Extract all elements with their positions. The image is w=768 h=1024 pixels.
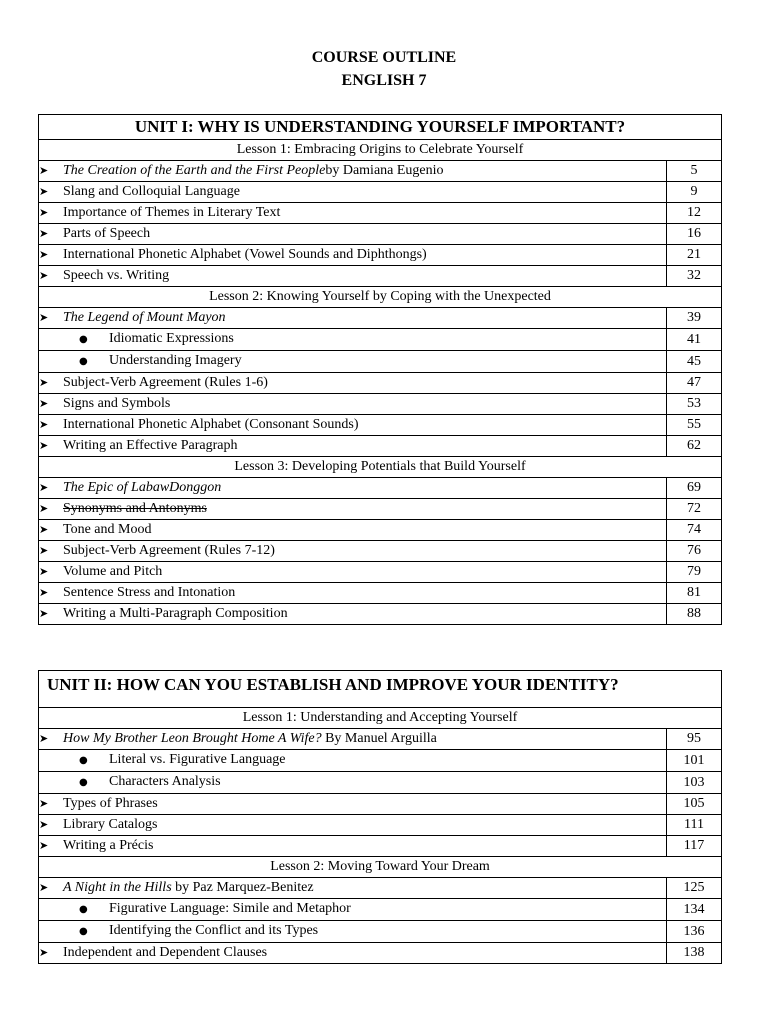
unit-1-lesson-3-heading: Lesson 3: Developing Potentials that Build Yourself xyxy=(39,457,722,478)
arrow-bullet-icon: ➤ xyxy=(39,185,49,198)
item-text: Independent and Dependent Clauses xyxy=(63,945,268,960)
arrow-bullet-icon: ➤ xyxy=(39,439,49,452)
item-text: Library Catalogs xyxy=(63,817,158,832)
item-text: Understanding Imagery xyxy=(109,353,242,368)
unit-1-lesson-1-heading: Lesson 1: Embracing Origins to Celebrate Yourself xyxy=(39,140,722,161)
page-number: 16 xyxy=(667,224,722,245)
page-number: 138 xyxy=(667,943,722,964)
item-text-struck: Synonyms and Antonyms xyxy=(63,501,207,516)
item-title: The Epic of LabawDonggon xyxy=(63,480,222,495)
arrow-bullet-icon: ➤ xyxy=(39,397,49,410)
item-text: Writing a Multi-Paragraph Composition xyxy=(63,606,288,621)
item-text: Slang and Colloquial Language xyxy=(63,184,240,199)
dot-bullet-icon: ● xyxy=(79,904,88,915)
table-row xyxy=(39,478,722,499)
arrow-bullet-icon: ➤ xyxy=(39,376,49,389)
arrow-bullet-icon: ➤ xyxy=(39,523,49,536)
item-title: The Legend of Mount Mayon xyxy=(63,310,226,325)
item-text: Literal vs. Figurative Language xyxy=(109,752,286,767)
page-number: 39 xyxy=(667,308,722,329)
arrow-bullet-icon: ➤ xyxy=(39,797,49,810)
table-row xyxy=(39,499,722,520)
page-number: 55 xyxy=(667,415,722,436)
arrow-bullet-icon: ➤ xyxy=(39,946,49,959)
page-number: 134 xyxy=(667,899,722,921)
item-author: by Damiana Eugenio xyxy=(325,163,444,178)
item-title: How My Brother Leon Brought Home A Wife? xyxy=(63,731,322,746)
table-row xyxy=(39,351,722,373)
table-row xyxy=(39,541,722,562)
page-number: 53 xyxy=(667,394,722,415)
arrow-bullet-icon: ➤ xyxy=(39,586,49,599)
arrow-bullet-icon: ➤ xyxy=(39,565,49,578)
item-text: Speech vs. Writing xyxy=(63,268,170,283)
item-text: International Phonetic Alphabet (Vowel Sounds and Diphthongs) xyxy=(63,247,427,262)
table-row xyxy=(39,266,722,287)
page-number: 81 xyxy=(667,583,722,604)
page-number: 12 xyxy=(667,203,722,224)
arrow-bullet-icon: ➤ xyxy=(39,881,49,894)
document-title: COURSE OUTLINE xyxy=(311,49,457,66)
table-row xyxy=(39,161,722,182)
dot-bullet-icon: ● xyxy=(79,356,88,367)
arrow-bullet-icon: ➤ xyxy=(39,481,49,494)
table-row xyxy=(39,520,722,541)
table-row xyxy=(39,899,722,921)
unit-1-lesson-2-heading: Lesson 2: Knowing Yourself by Coping with the Unexpected xyxy=(39,287,722,308)
item-text: Figurative Language: Simile and Metaphor xyxy=(109,901,351,916)
item-title: The Creation of the Earth and the First People xyxy=(63,163,326,178)
table-row xyxy=(39,415,722,436)
item-text: Types of Phrases xyxy=(63,796,158,811)
page-number: 76 xyxy=(667,541,722,562)
page-number: 88 xyxy=(667,604,722,625)
table-row xyxy=(39,373,722,394)
dot-bullet-icon: ● xyxy=(79,777,88,788)
table-row xyxy=(39,943,722,964)
page-number: 136 xyxy=(667,921,722,943)
table-row xyxy=(39,436,722,457)
item-text: Importance of Themes in Literary Text xyxy=(63,205,281,220)
arrow-bullet-icon: ➤ xyxy=(39,227,49,240)
table-row xyxy=(39,394,722,415)
table-row xyxy=(39,815,722,836)
table-row xyxy=(39,794,722,815)
table-row xyxy=(39,245,722,266)
arrow-bullet-icon: ➤ xyxy=(39,248,49,261)
item-text: Subject-Verb Agreement (Rules 7-12) xyxy=(63,543,275,558)
table-row xyxy=(39,729,722,750)
page-number: 5 xyxy=(667,161,722,182)
document-subtitle: ENGLISH 7 xyxy=(341,72,427,89)
item-text: Writing a Précis xyxy=(63,838,154,853)
table-row xyxy=(39,224,722,245)
page-number: 117 xyxy=(667,836,722,857)
page-number: 62 xyxy=(667,436,722,457)
table-row xyxy=(39,772,722,794)
table-row xyxy=(39,878,722,899)
table-row xyxy=(39,750,722,772)
item-author: By Manuel Arguilla xyxy=(321,731,437,746)
table-row xyxy=(39,604,722,625)
arrow-bullet-icon: ➤ xyxy=(39,311,49,324)
page-number: 95 xyxy=(667,729,722,750)
table-row xyxy=(39,329,722,351)
page-number: 9 xyxy=(667,182,722,203)
page-number: 72 xyxy=(667,499,722,520)
arrow-bullet-icon: ➤ xyxy=(39,732,49,745)
item-text: Idiomatic Expressions xyxy=(109,331,234,346)
unit-1-heading: UNIT I: WHY IS UNDERSTANDING YOURSELF IMPORTANT? xyxy=(39,115,722,140)
item-text: Writing an Effective Paragraph xyxy=(63,438,238,453)
arrow-bullet-icon: ➤ xyxy=(39,839,49,852)
page-number: 69 xyxy=(667,478,722,499)
dot-bullet-icon: ● xyxy=(79,926,88,937)
table-row xyxy=(39,203,722,224)
item-author: by Paz Marquez-Benitez xyxy=(171,880,314,895)
table-row xyxy=(39,583,722,604)
item-text: Identifying the Conflict and its Types xyxy=(109,923,319,938)
item-text: Parts of Speech xyxy=(63,226,151,241)
page-number: 32 xyxy=(667,266,722,287)
unit-2-lesson-2-heading: Lesson 2: Moving Toward Your Dream xyxy=(39,857,722,878)
page-number: 74 xyxy=(667,520,722,541)
page-number: 105 xyxy=(667,794,722,815)
page-number: 101 xyxy=(667,750,722,772)
arrow-bullet-icon: ➤ xyxy=(39,418,49,431)
page-number: 125 xyxy=(667,878,722,899)
table-row xyxy=(39,836,722,857)
item-text: Volume and Pitch xyxy=(63,564,163,579)
unit-2-table xyxy=(38,670,722,964)
item-text: Subject-Verb Agreement (Rules 1-6) xyxy=(63,375,268,390)
item-text: Characters Analysis xyxy=(109,774,221,789)
arrow-bullet-icon: ➤ xyxy=(39,818,49,831)
dot-bullet-icon: ● xyxy=(79,755,88,766)
item-text: Tone and Mood xyxy=(63,522,152,537)
unit-1-table xyxy=(38,114,722,625)
table-row xyxy=(39,182,722,203)
item-text: International Phonetic Alphabet (Consonant Sounds) xyxy=(63,417,359,432)
item-text: Sentence Stress and Intonation xyxy=(63,585,236,600)
arrow-bullet-icon: ➤ xyxy=(39,607,49,620)
arrow-bullet-icon: ➤ xyxy=(39,206,49,219)
arrow-bullet-icon: ➤ xyxy=(39,544,49,557)
table-row xyxy=(39,308,722,329)
table-row xyxy=(39,921,722,943)
unit-2-lesson-1-heading: Lesson 1: Understanding and Accepting Yourself xyxy=(39,708,722,729)
page-number: 21 xyxy=(667,245,722,266)
page-number: 45 xyxy=(667,351,722,373)
item-text: Signs and Symbols xyxy=(63,396,171,411)
unit-2-heading: UNIT II: HOW CAN YOU ESTABLISH AND IMPROVE YOUR IDENTITY? xyxy=(39,671,722,708)
page-number: 79 xyxy=(667,562,722,583)
page-number: 47 xyxy=(667,373,722,394)
page-number: 41 xyxy=(667,329,722,351)
arrow-bullet-icon: ➤ xyxy=(39,502,49,515)
arrow-bullet-icon: ➤ xyxy=(39,164,49,177)
arrow-bullet-icon: ➤ xyxy=(39,269,49,282)
item-title: A Night in the Hills xyxy=(63,880,172,895)
page-number: 103 xyxy=(667,772,722,794)
table-row xyxy=(39,562,722,583)
page-number: 111 xyxy=(667,815,722,836)
dot-bullet-icon: ● xyxy=(79,334,88,345)
